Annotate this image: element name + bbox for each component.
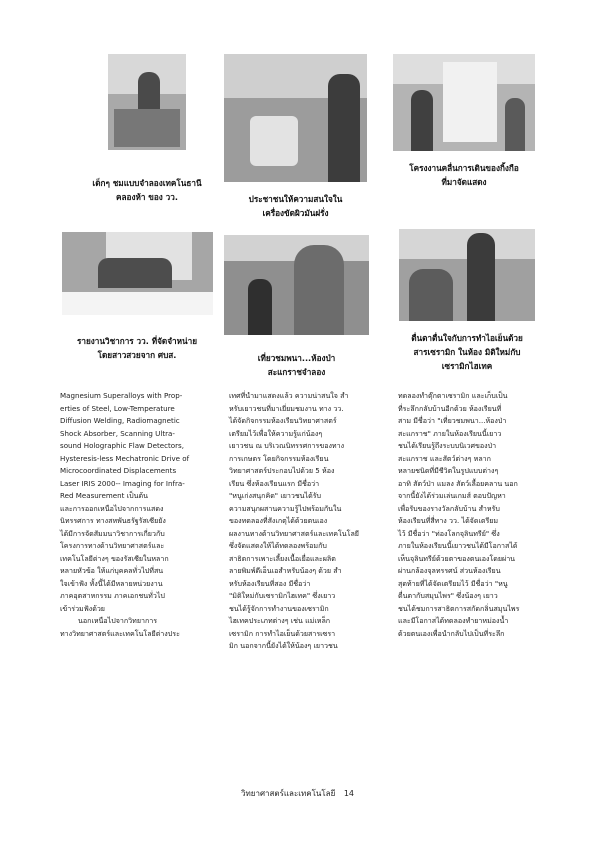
photo-report-sales bbox=[62, 232, 213, 315]
text-line: เรียน ซึ่งห้องเรียนแรก มีชื่อว่า bbox=[229, 478, 320, 488]
text-line: หลายชนิดที่มีชีวิตในรูปแบบต่างๆ bbox=[398, 466, 499, 475]
text-line: ด้วยตนเองเพื่อนำกลับไปเป็นที่ระลึก bbox=[398, 628, 505, 638]
text-line: ที่ระลึกกลับบ้านอีกด้วย ห้องเรียนที่ bbox=[398, 403, 502, 413]
photo-children-model bbox=[108, 54, 186, 150]
text-line: ได้จัดกิจกรรมห้องเรียนวิทยาศาสตร์ bbox=[229, 416, 337, 425]
caption-millipede-exhibit bbox=[393, 161, 535, 189]
text-line: และมีโอกาสได้ทดลองทำยาหม่องน้ำ bbox=[398, 616, 509, 625]
caption-line: ประชาชนให้ความสนใจใน bbox=[248, 194, 343, 204]
text-line: นิทรรศการ ทางสหพันธรัฐรัสเซียยัง bbox=[60, 516, 166, 525]
text-line: ห้องเรียนที่สี่ทาง วว. ได้จัดเตรียม bbox=[398, 516, 499, 525]
text-line: เตรียมไว้เพื่อให้ความรู้แก่น้องๆ bbox=[229, 428, 323, 438]
text-line: หรับห้องเรียนที่สอง มีชื่อว่า bbox=[229, 578, 311, 588]
caption-line: สะแกราชจำลอง bbox=[267, 367, 326, 377]
text-column-left bbox=[60, 390, 213, 640]
text-line: ไว้ มีชื่อว่า "ท่องโลกจุลินทรีย์" ซึ่ง bbox=[398, 528, 500, 538]
caption-line: สารเซรามิก ในห้อง มิติใหม่กับ bbox=[413, 347, 521, 357]
text-line: Hysteresis-less Mechatronic Drive of bbox=[60, 453, 190, 463]
caption-line: เซรามิกไฮเทค bbox=[441, 361, 493, 371]
text-line: เยาวชน ณ บริเวณนิทรรศการของทาง bbox=[229, 441, 345, 450]
caption-potato-peeler bbox=[224, 192, 367, 220]
text-line: Microcoordinated Displacements bbox=[60, 466, 177, 475]
text-line: วิทยาศาสตร์ประกอบไปด้วย 5 ห้อง bbox=[229, 466, 335, 475]
text-line: sound Holographic Flaw Detectors, bbox=[60, 441, 184, 450]
text-line: ชนได้เรียนรู้ถึงระบบนิเวศของป่า bbox=[398, 441, 497, 450]
caption-line: เที่ยวชมพนา...ห้องป่า bbox=[257, 353, 336, 363]
caption-children-model bbox=[80, 176, 214, 204]
text-line: Laser IRIS 2000-- Imaging for Infra- bbox=[60, 478, 185, 488]
text-line: ภายในห้องเรียนนี้เยาวชนได้มีโอกาสได้ bbox=[398, 541, 518, 550]
text-line: สะแกราช และสัตว์ต่างๆ หลาก bbox=[398, 453, 491, 463]
text-line: "หนูเก่งสนุกคิด" เยาวชนได้รับ bbox=[229, 491, 322, 500]
text-line: ทางวิทยาศาสตร์และเทคโนโลยีต่างประ bbox=[60, 628, 180, 638]
text-line: สาม มีชื่อว่า "เที่ยวชมพนา...ห้องป่า bbox=[398, 416, 507, 425]
photo-ceramic-room bbox=[399, 229, 535, 321]
text-column-middle bbox=[229, 390, 375, 653]
text-line: ผลงานทางด้านวิทยาศาสตร์และเทคโนโลยี bbox=[229, 528, 359, 538]
caption-line: รายงานวิชาการ วว. ที่จัดจำหน่าย bbox=[77, 336, 197, 346]
text-line: erties of Steel, Low-Temperature bbox=[60, 403, 175, 413]
text-line: เทคโนโลยีต่างๆ ของรัสเซียในหลาก bbox=[60, 553, 169, 563]
text-line: ชนได้ชมการสาธิตการสกัดกลิ่นสมุนไพร bbox=[398, 603, 520, 613]
text-line: ซึ่งจัดแสดงให้ได้ทดลองพร้อมกับ bbox=[229, 541, 327, 550]
text-line: อาทิ สัตว์ป่า แมลง สัตว์เลื้อยคลาน นอก bbox=[398, 478, 518, 488]
photo-forest-room bbox=[224, 235, 369, 335]
photo-potato-peeler bbox=[224, 54, 367, 182]
text-line: เซรามิก การทำไอเย็นด้วยสารเซรา bbox=[229, 628, 336, 638]
text-line: ของทดลองที่สังเกตุได้ด้วยตนเอง bbox=[229, 516, 328, 525]
photo-millipede-exhibit bbox=[393, 54, 535, 151]
caption-forest-room bbox=[224, 351, 369, 379]
caption-line: เด็กๆ ชมแบบจำลองเทคโนธานี bbox=[92, 178, 202, 188]
magazine-name: วิทยาศาสตร์และเทคโนโลยี bbox=[241, 789, 336, 798]
text-line: Magnesium Superalloys with Prop- bbox=[60, 391, 183, 400]
text-line: เพื่อรับของรางวัลกลับบ้าน สำหรับ bbox=[398, 503, 500, 513]
page-footer bbox=[0, 787, 595, 800]
text-line: สุดท้ายที่ได้จัดเตรียมไว้ มีชื่อว่า "หนู bbox=[398, 578, 508, 588]
caption-line: ที่มาจัดแสดง bbox=[441, 177, 487, 187]
text-line: ภาคอุตสาหกรรม ภาคเอกชนทั่วไป bbox=[60, 591, 165, 600]
text-line: ไฮเทคประเภทต่างๆ เช่น แม่เหล็ก bbox=[229, 616, 331, 625]
caption-line: เครื่องขัดผิวมันฝรั่ง bbox=[262, 208, 329, 218]
text-line: ผ่านกล้องจุลทรรศน์ ส่วนห้องเรียน bbox=[398, 566, 501, 575]
text-line: การเกษตร โดยกิจกรรมห้องเรียน bbox=[229, 453, 329, 463]
text-line: ชนได้รู้จักการทำงานของเซรามิก bbox=[229, 603, 329, 613]
page-number: 14 bbox=[343, 789, 354, 798]
text-line: ทดลองทำตุ๊กตาเซรามิก และเก็บเป็น bbox=[398, 391, 508, 400]
text-line: เห็นจุลินทรีย์ด้วยตาของตนเองโดยผ่าน bbox=[398, 553, 516, 563]
text-line: มิก นอกจากนี้ยังได้ให้น้องๆ เยาวชน bbox=[229, 641, 338, 650]
text-line: Red Measurement เป็นต้น bbox=[60, 491, 148, 500]
caption-line: คลองห้า ของ วว. bbox=[116, 192, 178, 202]
text-line: สาธิตการเพาะเลี้ยงเนื้อเยื่อและผลิต bbox=[229, 553, 336, 563]
text-line: Diffusion Welding, Radiomagnetic bbox=[60, 416, 180, 425]
caption-line: ตื่นตาตื่นใจกับการทำไอเย็นด้วย bbox=[411, 333, 523, 343]
caption-line: โดยสาวสวยจาก ศบส. bbox=[97, 350, 177, 360]
text-line: ได้มีการจัดสัมมนาวิชาการเกี่ยวกับ bbox=[60, 528, 165, 538]
text-line: "มิติใหม่กับเซรามิกไฮเทค" ซึ่งเยาว bbox=[229, 591, 336, 600]
text-line: ลายพิมพ์ดีเอ็นเอสำหรับน้องๆ ด้วย สำ bbox=[229, 566, 342, 575]
text-line: ใจเข้าฟัง ทั้งนี้ได้มีหลายหน่วยงาน bbox=[60, 578, 163, 588]
text-line: จากนี้ยังได้ร่วมเล่นเกมส์ ตอบปัญหา bbox=[398, 491, 506, 500]
caption-report-sales bbox=[58, 334, 216, 362]
caption-line: โครงงานคลื่นการเดินของกิ้งกือ bbox=[409, 163, 519, 173]
text-line: หลายหัวข้อ ให้แก่บุคคลทั่วไปที่สน bbox=[60, 566, 164, 575]
text-column-right bbox=[398, 390, 538, 640]
text-line: เข้าร่วมฟังด้วย bbox=[60, 603, 105, 613]
text-line: สะแกราช" ภายในห้องเรียนนี้เยาว bbox=[398, 428, 502, 438]
text-line: ตื่นตากับสมุนไพร" ซึ่งน้องๆ เยาว bbox=[398, 591, 498, 600]
text-line: นอกเหนือไปจากวิทยาการ bbox=[60, 616, 158, 625]
text-line: เทศที่นำมาแสดงแล้ว ความน่าสนใจ สำ bbox=[229, 391, 349, 400]
text-line: โครงการทางด้านวิทยาศาสตร์และ bbox=[60, 541, 165, 550]
text-line: และการออกเหนือไปจากการแสดง bbox=[60, 503, 164, 513]
text-line: Shock Absorber, Scanning Ultra- bbox=[60, 428, 175, 438]
text-line: ความสนุกผสานความรู้ไปพร้อมกันใน bbox=[229, 503, 342, 513]
caption-ceramic-room bbox=[392, 331, 542, 373]
text-line: หรับเยาวชนที่มาเยี่ยมชมงาน ทาง วว. bbox=[229, 403, 344, 413]
